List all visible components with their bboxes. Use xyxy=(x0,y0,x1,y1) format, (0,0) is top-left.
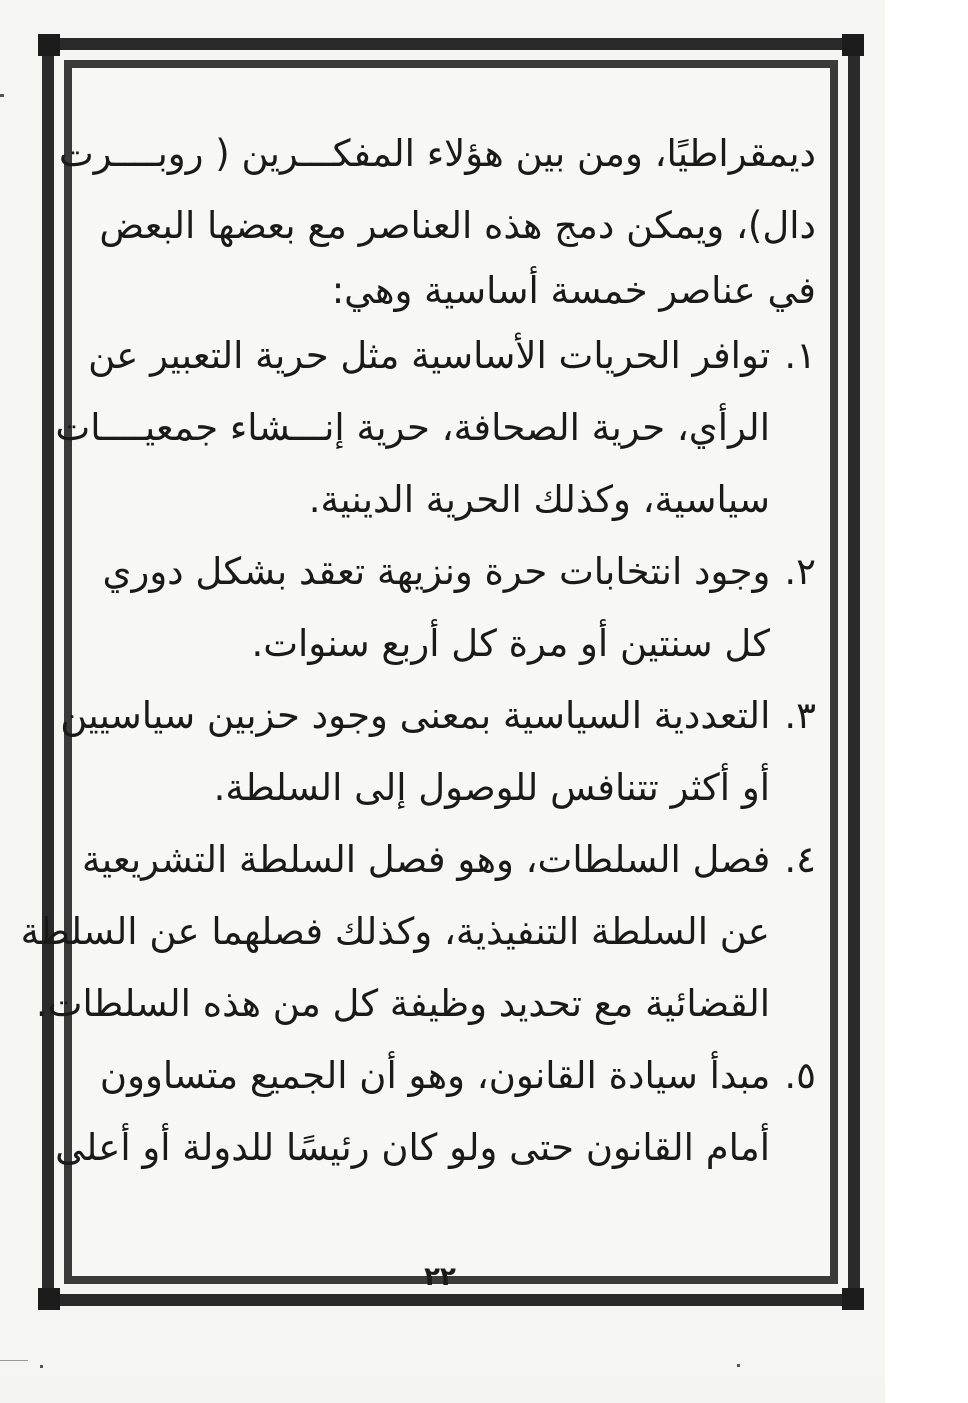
frame-corner-top-left xyxy=(38,34,60,56)
item-text: فصل السلطات، وهو فصل السلطة التشريعية xyxy=(81,838,771,881)
item-text: توافر الحريات الأساسية مثل حرية التعبير عن xyxy=(88,334,771,377)
text-line: سياسية، وكذلك الحرية الدينية. xyxy=(308,478,770,521)
body-text xyxy=(20,118,816,1184)
list-item xyxy=(55,320,816,536)
item-text: التعددية السياسية بمعنى وجود حزبين سياسيين xyxy=(60,694,771,737)
item-text: وجود انتخابات حرة ونزيهة تعقد بشكل دوري xyxy=(102,550,771,593)
text-line xyxy=(60,680,816,752)
item-number: ٥. xyxy=(784,1054,816,1097)
text-line: كل سنتين أو مرة كل أربع سنوات. xyxy=(251,622,770,665)
scan-speck xyxy=(737,1364,740,1367)
text-line xyxy=(81,824,816,896)
list-item xyxy=(55,1040,816,1184)
item-number: ١. xyxy=(784,334,816,377)
item-number: ٤. xyxy=(784,838,816,881)
intro-paragraph xyxy=(58,118,816,320)
frame-corner-bottom-left xyxy=(38,1288,60,1310)
text-line: القضائية مع تحديد وظيفة كل من هذه السلطات. xyxy=(35,982,770,1025)
list-item xyxy=(100,536,816,680)
text-line: عن السلطة التنفيذية، وكذلك فصلهما عن السلطة xyxy=(20,910,770,953)
text-line xyxy=(88,320,816,392)
page-number: ٢٢ xyxy=(424,1262,456,1292)
item-number: ٢. xyxy=(784,550,816,593)
scan-speck xyxy=(40,1365,43,1368)
scan-edge-line xyxy=(0,1360,28,1361)
text-line: الرأي، حرية الصحافة، حرية إنـــشاء جمعيــــات xyxy=(55,406,770,449)
frame-corner-top-right xyxy=(842,34,864,56)
text-line: أمام القانون حتى ولو كان رئيسًا للدولة أو أعلى xyxy=(55,1126,770,1169)
text-line: في عناصر خمسة أساسية وهي: xyxy=(331,269,816,312)
text-line xyxy=(100,536,816,608)
scan-speck xyxy=(0,94,4,97)
item-text: مبدأ سيادة القانون، وهو أن الجميع متساوون xyxy=(99,1054,771,1097)
text-line: ديمقراطيًا، ومن بين هؤلاء المفكـــرين ( روبــــرت xyxy=(58,132,816,175)
list-item xyxy=(60,680,816,824)
item-number: ٣. xyxy=(784,694,816,737)
frame-corner-bottom-right xyxy=(842,1288,864,1310)
text-line: أو أكثر تتنافس للوصول إلى السلطة. xyxy=(213,766,770,809)
list-item xyxy=(20,824,816,1040)
scan-margin xyxy=(885,0,968,1403)
text-line: دال)، ويمكن دمج هذه العناصر مع بعضها البعض xyxy=(99,204,816,247)
text-line xyxy=(100,1040,816,1112)
